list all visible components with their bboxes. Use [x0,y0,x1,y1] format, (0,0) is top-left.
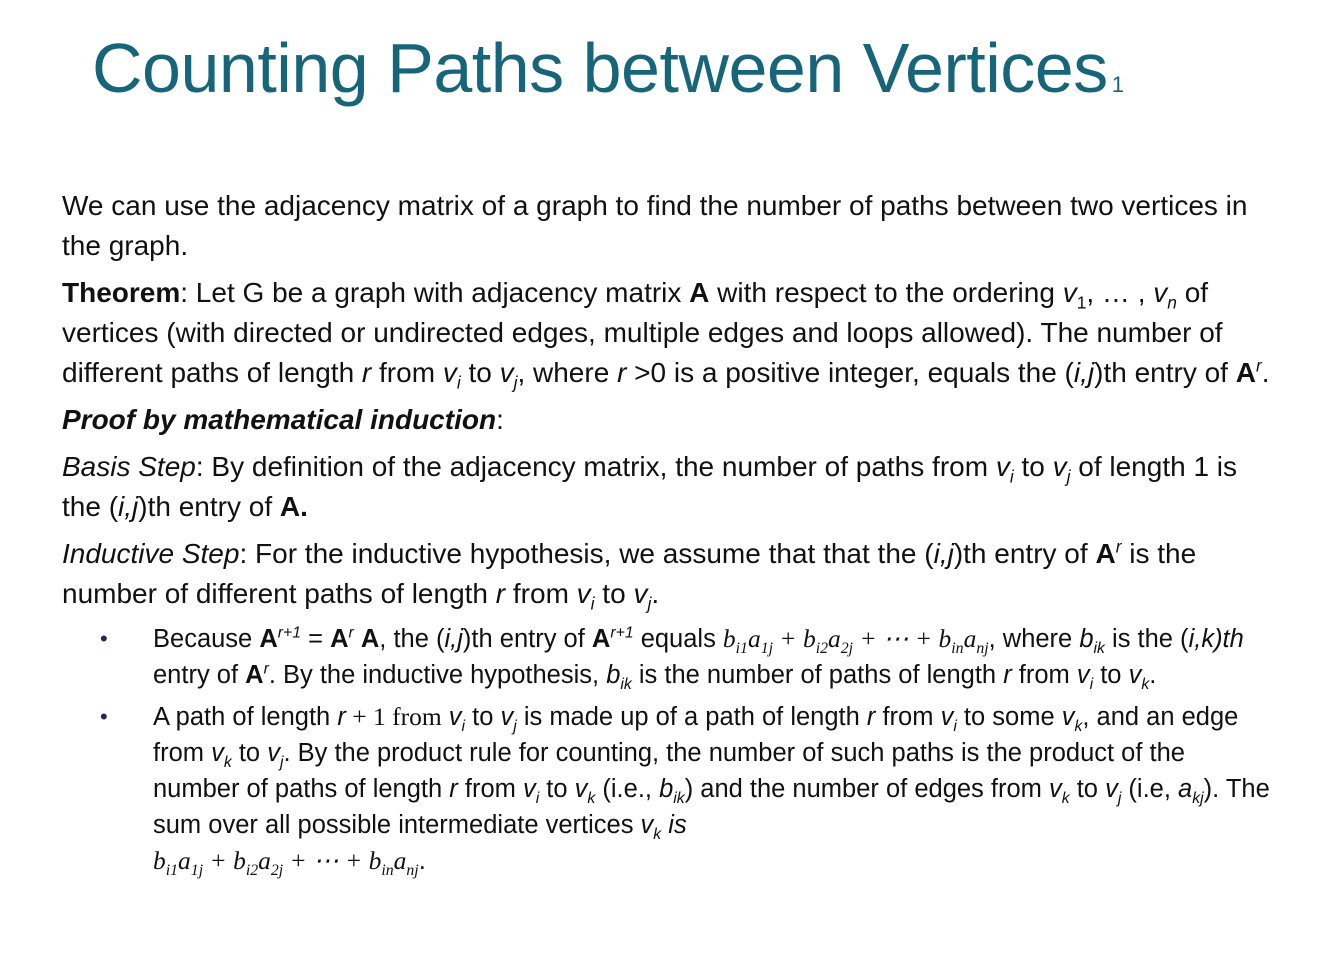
proof-bullet-list [62,621,1277,879]
slide-title [92,30,1123,107]
title-text: Counting Paths between Vertices [92,29,1108,107]
list-item: • Because $A^{r+1} = A^r$ A, the (i,j)th entry of $A^{r+1}$ equals $b_{i1}a_{1j} + b_{i2}a_{2j}$ + ⋯ + $b_{in}a_{nj}$, where $b_{ik}$ is the (i,k)th entry of $A^r$. By the inductive hypothesis, $b_{ik}$ is the number of paths of length r from $v_i$ to $v_k$. [62,621,1277,693]
theorem-label: Theorem [62,277,181,308]
sum-expression: $b_{i1}a_{1j} + b_{i2}a_{2j}$ + ⋯ + $b_{in}a_{nj}$ [722,624,989,658]
basis-step-paragraph: Basis Step: By definition of the adjacency matrix, the number of paths from $v_i$ to $v_j$ of length 1 is the (i,j)th entry of A. [62,451,1238,522]
intro-paragraph: We can use the adjacency matrix of a graph to find the number of paths between two vertices in the graph. [62,190,1248,261]
basis-step-label: Basis Step [62,451,196,482]
proof-heading: Proof by mathematical induction: [62,404,504,435]
list-item: • A path of length r + 1 from $v_i$ to $v_j$ is made up of a path of length r from $v_i$ to some $v_k$, and an edge from $v_k$ to $v_j$. By the product rule for counting, the number of such paths is the product of the number of paths of length r from $v_i$ to $v_k$ (i.e., $b_{ik}$) and the number of edges from $v_k$ to $v_j$ (i.e, $a_{kj}$). The sum over all possible intermediate vertices $v_k$ is $b_{i1}a_{1j} + b_{i2}a_{2j}$ + ⋯ + $b_{in}a_{nj}$. [62,699,1277,879]
inductive-step-paragraph: Inductive Step: For the inductive hypothesis, we assume that that the (i,j)th entry of $A^r$ is the number of different paths of length r from $v_i$ to $v_j$. [62,536,1197,614]
inductive-step-label: Inductive Step [62,538,240,569]
title-index: 1 [1111,72,1124,97]
theorem-paragraph: Theorem: Let G be a graph with adjacency matrix A with respect to the ordering $v_1$, … , $v_n$ of vertices (with directed or undirected edges, multiple edges and loops allowed). The number of different paths of length r from $v_i$ to $v_j$, where r >0 is a positive integer, equals the (i,j)th entry of $A^r$. [62,277,1270,393]
slide-body [62,186,1277,885]
sum-expression-final: $b_{i1}a_{1j} + b_{i2}a_{2j}$ + ⋯ + $b_{in}a_{nj}$ [153,846,419,880]
